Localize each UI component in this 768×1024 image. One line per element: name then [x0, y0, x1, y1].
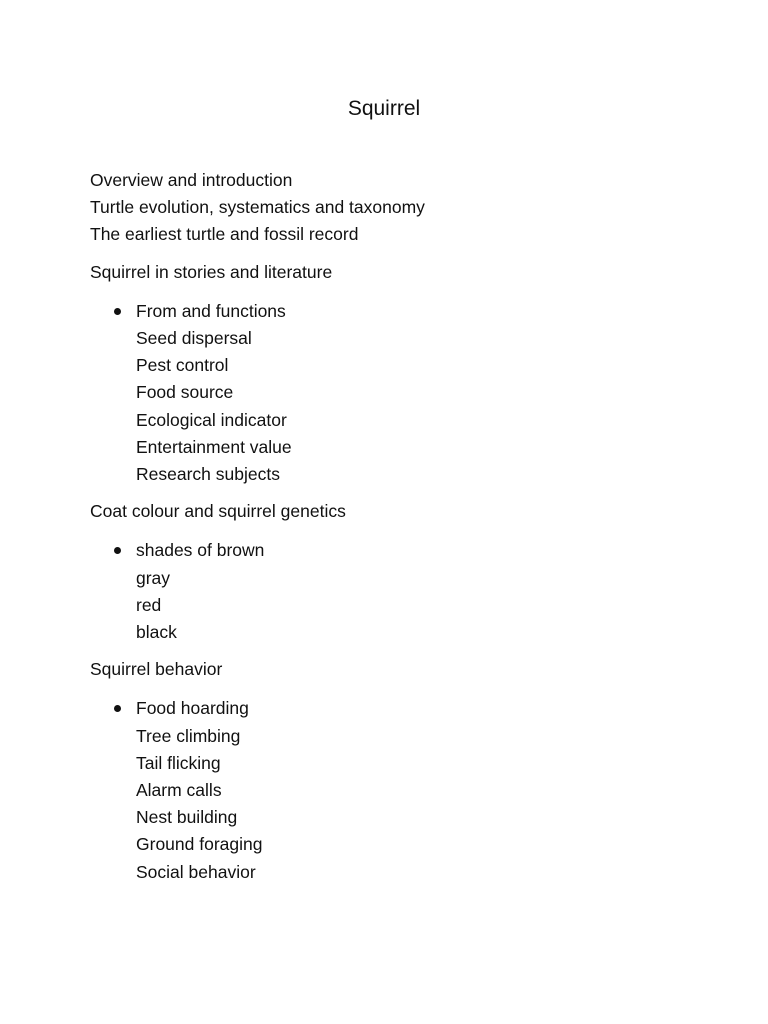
- bullet-list: [90, 298, 710, 488]
- list-item: Research subjects: [136, 464, 280, 485]
- list-item: gray: [136, 567, 171, 588]
- bullet-list: [90, 695, 710, 885]
- list-item: Ecological indicator: [136, 409, 287, 430]
- list-item: Food hoarding: [136, 698, 249, 719]
- list-item: Tail flicking: [136, 752, 221, 773]
- list-item: Seed dispersal: [136, 328, 252, 349]
- document-body: [90, 167, 710, 886]
- list-item: Social behavior: [136, 861, 256, 882]
- section-heading: Coat colour and squirrel genetics: [90, 501, 346, 522]
- page-title: Squirrel: [347, 97, 421, 120]
- intro-line: Overview and introduction: [90, 170, 293, 190]
- list-item: Tree climbing: [136, 725, 241, 746]
- list-item: Nest building: [136, 807, 238, 828]
- list-item: red: [136, 594, 162, 615]
- list-item: black: [136, 622, 177, 643]
- list-item: Alarm calls: [136, 780, 222, 801]
- list-item: Ground foraging: [136, 834, 263, 855]
- intro-line: Turtle evolution, systematics and taxonomy: [90, 197, 425, 218]
- list-item: shades of brown: [136, 540, 265, 561]
- list-item: Food source: [136, 382, 234, 403]
- section-heading: Squirrel in stories and literature: [90, 261, 333, 282]
- section-heading: Squirrel behavior: [90, 659, 223, 680]
- bullet-list: [90, 537, 710, 646]
- list-item: From and functions: [136, 300, 286, 321]
- intro-line: The earliest turtle and fossil record: [90, 224, 359, 245]
- list-item: Entertainment value: [136, 436, 292, 457]
- list-item: Pest control: [136, 355, 229, 376]
